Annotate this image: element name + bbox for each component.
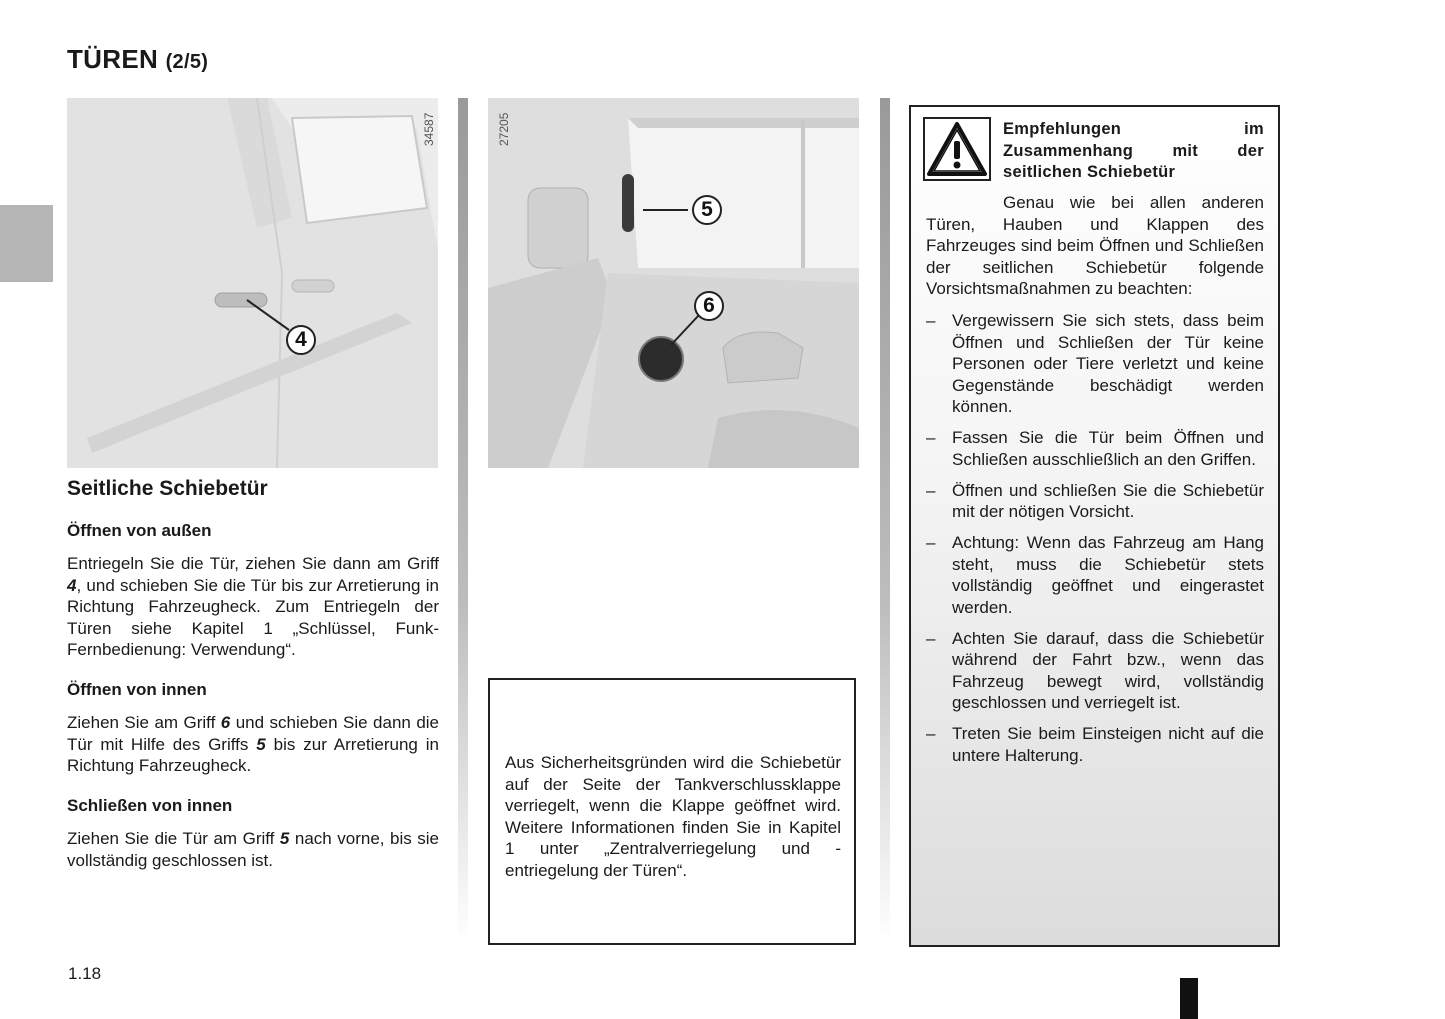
list-item-text: Treten Sie beim Einsteigen nicht auf die untere Halterung.: [952, 724, 1264, 765]
text-run: Ziehen Sie am Griff: [67, 713, 221, 732]
callout-4: 4: [286, 325, 316, 355]
list-item-text: Fassen Sie die Tür beim Öffnen und Schließen ausschließlich an den Griffen.: [952, 428, 1264, 469]
page-title: [67, 44, 208, 75]
reference-number: 6: [220, 713, 231, 732]
paragraph-open-inside: [67, 712, 439, 777]
text-run: Ziehen Sie die Tür am Griff: [67, 829, 280, 848]
list-item: [926, 427, 1264, 470]
text-run: , und schieben Sie die Tür bis zur Arretierung in Richtung Fahrzeugheck. Zum Entriegeln der Türen siehe Kapitel 1 „Schlüssel, Funk-Fernbedienung: Verwendung“.: [67, 575, 439, 659]
reference-number: 4: [67, 575, 77, 595]
warning-box: [909, 105, 1280, 947]
reference-number: 5: [279, 829, 290, 848]
text-run: und schieben Sie dann die Tür mit Hilfe des Griffs: [67, 713, 439, 754]
list-item-text: Achtung: Wenn das Fahrzeug am Hang steht, muss die Schiebetür stets vollständig geöffnet und eingerastet werden.: [952, 533, 1264, 617]
text-run: bis zur Arretierung in Richtung Fahrzeugheck.: [67, 734, 439, 775]
list-item-text: Öffnen und schließen Sie die Schiebetür mit der nötigen Vorsicht.: [952, 480, 1264, 521]
list-item: [926, 628, 1264, 714]
figure-sliding-door-interior: [488, 98, 859, 468]
list-item: [926, 310, 1264, 418]
column-divider: [880, 98, 890, 943]
warning-heading: Empfehlungen im Zusammenhang mit der seitlichen Schiebetür: [1003, 120, 1264, 181]
text-run: Entriegeln Sie die Tür, ziehen Sie dann am Griff: [67, 554, 439, 573]
page-number: 1.18: [68, 964, 102, 983]
subsection-heading: Schließen von innen: [67, 796, 233, 815]
list-item: [926, 723, 1264, 766]
reference-number: 5: [256, 734, 266, 754]
warning-list: [926, 310, 1264, 776]
list-item: [926, 532, 1264, 618]
figure-exterior-illustration: [67, 98, 438, 468]
section-title: Seitliche Schiebetür: [67, 477, 268, 500]
note-text: Aus Sicherheitsgründen wird die Schiebetür auf der Seite der Tankverschlussklappe verriegelt, wenn die Klappe geöffnet wird. Weitere Informationen finden Sie in Kapitel 1 unter „Zentralverriegelung und -entriegelung der Türen“.: [505, 753, 841, 880]
dash: –: [926, 628, 936, 648]
dash: –: [926, 428, 936, 447]
callout-5: 5: [692, 195, 722, 225]
paragraph-open-outside: [67, 553, 439, 661]
dash: –: [926, 724, 936, 743]
list-item: [926, 480, 1264, 523]
text-run: nach vorne, bis sie vollständig geschlossen ist.: [67, 829, 440, 870]
chapter-tab: [0, 205, 53, 282]
list-item-text: Vergewissern Sie sich stets, dass beim Öffnen und Schließen der Tür keine Personen oder Tiere verletzt und keine Gegenstände beschädigt werden können.: [952, 311, 1264, 416]
callout-6: 6: [694, 291, 724, 321]
page-title-part: (2/5): [165, 51, 209, 73]
note-box: [488, 678, 856, 945]
dash: –: [926, 533, 936, 552]
figure-number: 27205: [497, 112, 511, 146]
dash: –: [926, 311, 936, 330]
subsection-heading: Öffnen von innen: [67, 680, 207, 699]
figure-interior-illustration: [488, 98, 859, 468]
subsection-heading: Öffnen von außen: [67, 521, 212, 540]
figure-sliding-door-exterior: [67, 98, 438, 468]
dash: –: [926, 480, 936, 500]
paragraph-close-inside: [67, 828, 439, 871]
figure-number: 34587: [422, 112, 436, 146]
page-title-text: TÜREN: [67, 44, 159, 74]
column-divider: [458, 98, 468, 943]
edge-marker: [1180, 978, 1198, 1019]
warning-triangle-icon: [923, 117, 991, 181]
list-item-text: Achten Sie darauf, dass die Schiebetür während der Fahrt bzw., wenn das Fahrzeug bewegt wird, vollständig geschlossen und verriegelt ist.: [952, 628, 1264, 712]
warning-intro: Genau wie bei allen anderen Türen, Hauben und Klappen des Fahrzeuges sind beim Öffnen und Schließen der seitlichen Schiebetür folgende Vorsichtsmaßnahmen zu beachten:: [926, 193, 1264, 298]
